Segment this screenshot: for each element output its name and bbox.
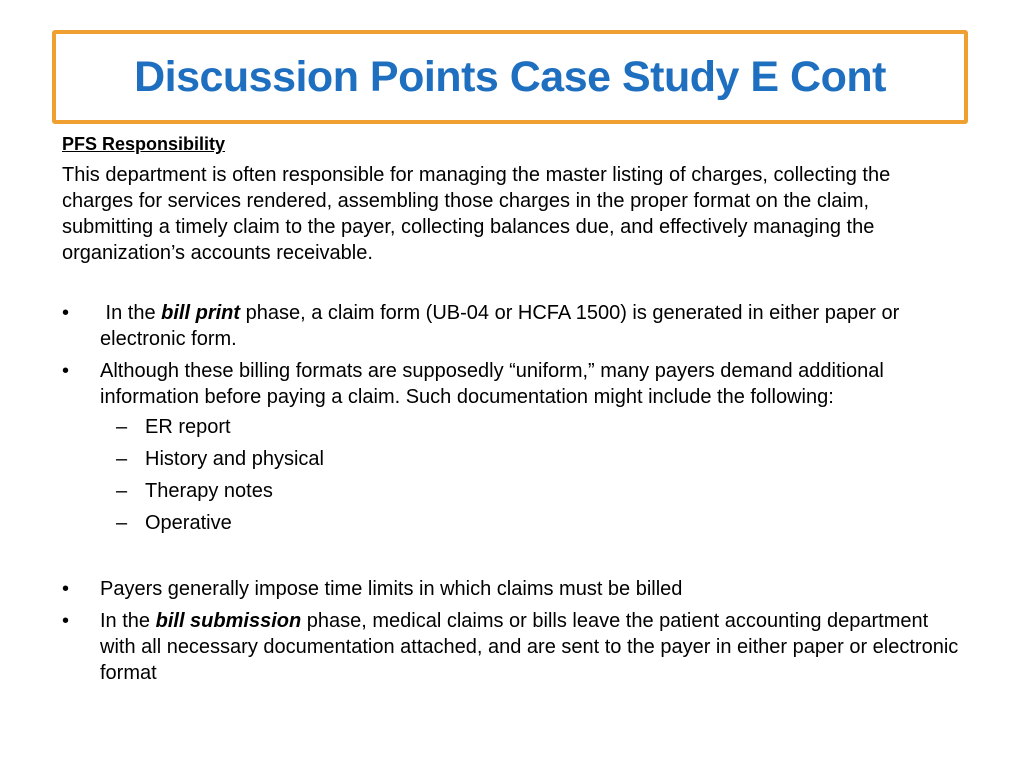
spacer — [62, 266, 962, 300]
section-paragraph: This department is often responsible for managing the master listing of charges, collecting the charges for services rendered, assembling those charges in the proper format on the claim, submitting a timely claim to the payer, collecting balances due, and effectively managing the organization’s accounts receivable. — [62, 164, 891, 264]
bullet-list-secondary — [62, 576, 962, 686]
bullet-icon: • — [62, 302, 70, 324]
section-heading: PFS Responsibility — [62, 134, 226, 154]
dash-icon: – — [116, 416, 128, 438]
dash-icon: – — [116, 480, 128, 502]
bullet-icon: • — [62, 610, 70, 632]
list-item-bill-print — [62, 300, 962, 352]
slide-body — [62, 132, 962, 692]
slide-title: Discussion Points Case Study E Cont — [134, 52, 886, 101]
bullet-list-primary — [62, 300, 962, 536]
sub-list-item-text: ER report — [145, 416, 231, 438]
list-item-text: phase, medical claims or bills leave the patient accounting department with all necessary documentation attached, and are sent to the payer in either paper or electronic format — [100, 610, 959, 684]
sub-list-item — [100, 510, 962, 536]
sub-list-documentation — [100, 414, 962, 536]
spacer — [62, 542, 962, 576]
list-item-billing-formats — [62, 358, 962, 536]
list-item-text: In the — [100, 610, 156, 632]
dash-icon: – — [116, 512, 128, 534]
sub-list-item-text: Therapy notes — [145, 480, 273, 502]
title-frame — [52, 30, 968, 124]
sub-list-item — [100, 446, 962, 472]
list-item-text: phase, a claim form (UB-04 or HCFA 1500) is generated in either paper or electronic form. — [100, 302, 900, 350]
bullet-icon: • — [62, 578, 70, 600]
list-item-bill-submission — [62, 608, 962, 686]
bullet-icon: • — [62, 360, 70, 382]
sub-list-item-text: Operative — [145, 512, 232, 534]
list-item-time-limits — [62, 576, 962, 602]
emphasis-text: bill submission — [155, 610, 302, 632]
list-item-text: Although these billing formats are supposedly “uniform,” many payers demand additional information before paying a claim. Such documentation might include the following: — [100, 360, 884, 408]
list-item-text: Payers generally impose time limits in which claims must be billed — [100, 578, 683, 600]
list-item-text: In the — [100, 302, 162, 324]
dash-icon: – — [116, 448, 128, 470]
sub-list-item-text: History and physical — [145, 448, 324, 470]
emphasis-text: bill print — [161, 302, 241, 324]
sub-list-item — [100, 478, 962, 504]
sub-list-item — [100, 414, 962, 440]
